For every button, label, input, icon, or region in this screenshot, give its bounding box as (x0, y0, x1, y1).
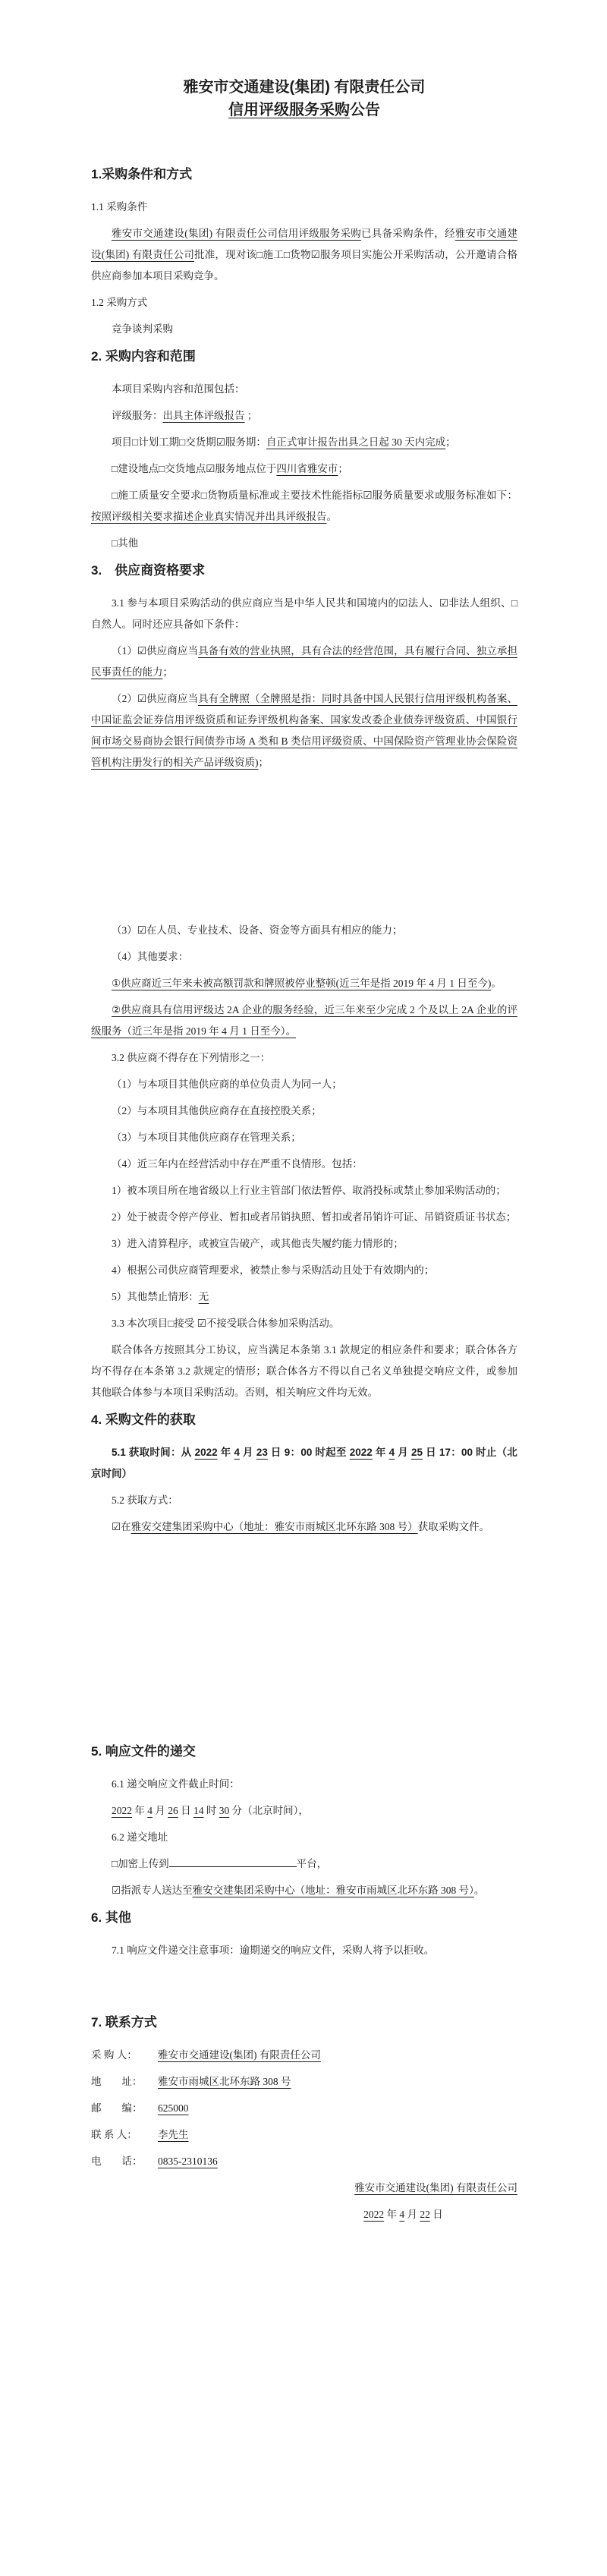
para-late-submission: 7.1 响应文件递交注意事项：逾期递交的响应文件，采购人将予以拒收。 (112, 1945, 435, 1956)
underlined-segment: 雅安交建集团采购中心（地址：雅安市雨城区北环东路 308 号） (192, 1885, 474, 1896)
contact-label: 采 购 人： (91, 2049, 137, 2061)
subheading-1-2: 1.2 采购方式 (91, 297, 148, 308)
para-3-2-item-3: （3）与本项目其他供应商存在管理关系； (112, 1132, 301, 1143)
contact-value: 雅安市雨城区北环东路 308 号 (158, 2076, 291, 2087)
underlined-segment: 22 (420, 2209, 430, 2220)
underlined-segment: ①供应商近三年来未被高额罚款和牌照被停业整顿(近三年是指 2019 年 4 月 1 日至今) (112, 978, 492, 989)
underlined-segment: 4 (399, 2209, 405, 2220)
para-3-2-item-4-4: 4）根据公司供应商管理要求，被禁止参与采购活动且处于有效期内的； (112, 1264, 435, 1276)
para-3-2-item-4-5 (91, 1286, 517, 1308)
text-segment: 。 (326, 511, 337, 522)
text-segment: ； (244, 410, 258, 421)
underlined-segment: 14 (193, 1805, 204, 1816)
text-segment: 月 (404, 2209, 420, 2220)
text-segment: 5.1 获取时间：从 (112, 1447, 195, 1458)
para-procurement-conditions (91, 223, 517, 287)
contact-value: 625000 (158, 2102, 189, 2114)
text-segment: 日 17：00 时止（北京时间） (91, 1447, 517, 1479)
doc-title-line-2 (91, 99, 517, 121)
para-3-1-item-2 (91, 688, 517, 773)
text-segment: ☑指派专人送达至 (112, 1885, 193, 1896)
page-break-gap-2 (91, 1543, 517, 1733)
section-heading-7: 7. 联系方式 (91, 2015, 157, 2030)
section-heading-3: 3. 供应商资格要求 (91, 563, 206, 578)
para-other-req-2 (91, 1000, 517, 1042)
contact-label: 地 址： (91, 2076, 143, 2087)
underlined-segment: 4 (147, 1805, 153, 1816)
underlined-segment: 按照评级相关要求描述企业真实情况并出具评级报告 (91, 511, 327, 522)
text-segment: 批准，现对该□施工□货物☑服务项目实施公开采购活动，公开邀请合格供应商参加本项目采购竞争。 (91, 249, 517, 282)
para-other-req-1 (91, 973, 517, 994)
para-obtain-place (91, 1516, 517, 1538)
page-break-gap-1 (91, 779, 517, 920)
text-segment: 年 (372, 1447, 389, 1458)
subheading-1-1: 1.1 采购条件 (91, 201, 148, 213)
para-rating-service (91, 405, 517, 427)
text-segment: 月 (395, 1447, 412, 1458)
section-heading-2: 2. 采购内容和范围 (91, 349, 196, 364)
section-heading-6: 6. 其他 (91, 1910, 131, 1925)
text-segment: □施工质量安全要求□货物质量标准或主要技术性能指标☑服务质量要求或服务标准如下： (112, 490, 517, 501)
text-segment: 平台， (296, 1858, 328, 1869)
underlined-segment: 25 (411, 1447, 423, 1458)
para-obtain-method: 5.2 获取方式： (112, 1494, 178, 1506)
underlined-segment: 2022 (194, 1447, 218, 1458)
para-service-period (91, 432, 517, 453)
para-service-location (91, 458, 517, 480)
doc-title (91, 76, 517, 121)
text-segment: （1）☑供应商应当 (112, 645, 199, 657)
underlined-segment: 4 (388, 1447, 395, 1458)
underlined-segment: 出具主体评级报告 (162, 410, 245, 421)
underlined-segment: 30 (219, 1805, 230, 1816)
contact-row-postcode (91, 2098, 517, 2119)
para-scope-intro: 本项目采购内容和范围包括： (112, 383, 245, 395)
text-segment: □建设地点□交货地点☑服务地点位于 (112, 463, 277, 474)
para-3-1-item-4: （4）其他要求： (112, 951, 189, 962)
text-segment: 年 (217, 1447, 234, 1458)
text-segment: 月 (239, 1447, 256, 1458)
para-3-2-item-4: （4）近三年内在经营活动中存在严重不良情形。包括： (112, 1158, 363, 1170)
contact-label: 联 系 人： (91, 2129, 137, 2140)
para-3-3: 3.3 本次项目□接受 ☑不接受联合体参加采购活动。 (112, 1318, 340, 1329)
underlined-segment: 23 (256, 1447, 268, 1458)
text-segment: 评级服务： (112, 410, 163, 421)
text-segment: 。 (473, 1885, 485, 1896)
contact-value: 雅安市交通建设(集团) 有限责任公司 (158, 2049, 321, 2061)
underlined-segment: 自正式审计报告出具之日起 30 天内完成 (266, 436, 446, 448)
underlined-segment: 具有全牌照（全牌照是指：同时具备中国人民银行信用评级机构备案、中国证监会证券信用评级资质和证券评级机构备案、国家发改委企业债券评级资质、中国银行间市场交易商协会银行间债券市场 A 类和 B 类信用评级资质、中国保险资产管理业协会保险资管机构注册发行的相关产品评级资质) (91, 693, 517, 768)
contact-row-phone (91, 2151, 517, 2172)
section-heading-1: 1.采购条件和方式 (91, 167, 193, 181)
para-3-2-item-4-1: 1）被本项目所在地省级以上行业主管部门依法暂停、取消投标或禁止参加采购活动的； (112, 1185, 506, 1196)
contact-row-purchaser (91, 2045, 517, 2066)
underlined-segment: 2022 (112, 1805, 132, 1816)
para-3-1: 3.1 参与本项目采购活动的供应商应当是中华人民共和国境内的☑法人、☑非法人组织、□自然人。同时还应具备如下条件： (91, 597, 517, 630)
text-segment: □加密上传到 (112, 1858, 169, 1869)
para-upload-option (91, 1853, 517, 1875)
para-3-2: 3.2 供应商不得存在下列情形之一： (112, 1052, 271, 1063)
text-segment: 5）其他禁止情形： (112, 1291, 199, 1302)
underlined-segment: 无 (198, 1291, 209, 1302)
doc-title-underlined-part: 信用评级服务采购 (228, 102, 350, 118)
text-segment: ； (258, 757, 269, 768)
para-other-checkbox: □其他 (112, 537, 139, 549)
text-segment: 时 (203, 1805, 219, 1816)
text-segment: 分（北京时间）， (229, 1805, 309, 1816)
para-consortium: 联合体各方按照其分工协议，应当满足本条第 3.1 款规定的相应条件和要求；联合体各方均不得存在本条第 3.2 款规定的情形；联合体各方不得以自己名义单独提交响应文件，或参加其他联合体参与本项目采购活动。否则，相关响应文件均无效。 (91, 1344, 517, 1398)
contact-row-person (91, 2124, 517, 2146)
para-3-2-item-4-3: 3）进入清算程序，或被宣告破产，或其他丧失履约能力情形的； (112, 1238, 404, 1249)
underlined-segment: 雅安市交通建设(集团) 有限责任公司 (354, 2182, 517, 2193)
text-segment: 年 (384, 2209, 400, 2220)
para-3-2-item-1: （1）与本项目其他供应商的单位负责人为同一人； (112, 1079, 342, 1090)
blank-underline (169, 1856, 297, 1867)
para-procurement-method: 竞争谈判采购 (112, 323, 173, 335)
section-heading-4: 4. 采购文件的获取 (91, 1412, 196, 1427)
contact-label: 电 话： (91, 2156, 143, 2167)
para-obtain-time (91, 1442, 517, 1485)
text-segment: 。 (491, 978, 502, 989)
para-3-2-item-2: （2）与本项目其他供应商存在直接控股关系； (112, 1105, 322, 1116)
text-segment: 项目□计划工期□交货期☑服务期： (112, 436, 266, 448)
contact-value: 李先生 (158, 2129, 189, 2140)
underlined-segment: 具备有效的营业执照，具有合法的经营范围，具有履行合同、独立承担民事责任的能力 (91, 645, 517, 678)
contact-label: 邮 编： (91, 2102, 143, 2114)
underlined-segment: 雅安市交通建设(集团) 有限责任公司 (91, 228, 518, 260)
text-segment: ☑在 (112, 1521, 131, 1532)
para-3-1-item-3: （3）☑在人员、专业技术、设备、资金等方面具有相应的能力； (112, 924, 403, 936)
text-segment: 获取采购文件。 (417, 1521, 490, 1532)
text-segment: 日 (429, 2209, 443, 2220)
underlined-segment: 四川省雅安市 (276, 463, 338, 474)
para-deadline-label: 6.1 递交响应文件截止时间： (112, 1778, 240, 1790)
text-segment: 日 (178, 1805, 193, 1816)
doc-title-rest: 公告 (350, 102, 380, 118)
para-deadline-date (91, 1800, 517, 1822)
text-segment: ； (338, 463, 348, 474)
underlined-segment: 26 (168, 1805, 178, 1816)
para-quality-standard (91, 485, 517, 527)
para-delivery-option (91, 1880, 517, 1901)
signature-company (354, 2178, 517, 2199)
text-segment: 日 9：00 时起至 (267, 1447, 350, 1458)
underlined-segment: 4 (234, 1447, 240, 1458)
text-segment: ； (445, 436, 456, 448)
text-segment: 已具备采购条件，经 (361, 228, 455, 239)
signature-block (354, 2178, 517, 2225)
underlined-segment: 雅安市交通建设(集团) 有限责任公司信用评级服务采购 (112, 228, 362, 239)
doc-title-line-1: 雅安市交通建设(集团) 有限责任公司 (183, 79, 426, 96)
text-segment: ； (162, 666, 173, 678)
para-submit-address-label: 6.2 递交地址 (112, 1831, 168, 1843)
text-segment: 月 (153, 1805, 168, 1816)
contact-value: 0835-2310136 (158, 2156, 218, 2167)
section-heading-5: 5. 响应文件的递交 (91, 1744, 196, 1759)
underlined-segment: 2022 (349, 1447, 373, 1458)
para-3-1-item-1 (91, 641, 517, 683)
contact-row-address (91, 2071, 517, 2093)
underlined-segment: ②供应商具有信用评级达 2A 企业的服务经验，近三年来至少完成 2 个及以上 2A 企业的评级服务（近三年是指 2019 年 4 月 1 日至今）。 (91, 1004, 517, 1037)
signature-date (354, 2204, 517, 2225)
para-3-2-item-4-2: 2）处于被责令停产停业、暂扣或者吊销执照、暂扣或者吊销许可证、吊销资质证书状态； (112, 1211, 517, 1223)
underlined-segment: 2022 (363, 2209, 385, 2220)
text-segment: 年 (132, 1805, 148, 1816)
underlined-segment: 雅安交建集团采购中心（地址：雅安市雨城区北环东路 308 号） (131, 1521, 418, 1532)
text-segment: （2）☑供应商应当 (112, 693, 199, 704)
